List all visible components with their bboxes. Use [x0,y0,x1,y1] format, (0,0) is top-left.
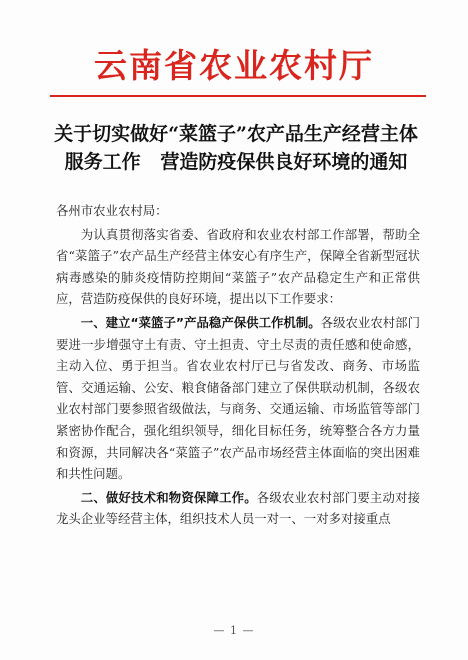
document-title [40,120,432,176]
section-1-heading: 一、建立“菜篮子”产品稳产保供工作机制。 [80,314,321,330]
title-line-1: 关于切实做好“菜篮子”农产品生产经营主体 [54,123,418,145]
section-2-text: 各级农业农村部门要主动对接龙头企业等经营主体，组织技术人员一对一、一对多对接重点 [56,489,421,527]
page-number: — 1 — [213,624,255,637]
intro-text: 为认真贯彻落实省委、省政府和农业农村部工作部署，帮助全省“菜篮子”农产品生产经营主体安心有序生产，保障全省新型冠状病毒感染的肺炎疫情防控期间“菜篮子”农产品稳定生产和正常供应，营造防疫保供的良好环境，提出以下工作要求： [56,226,420,307]
organization-header: 云南省农业农村厅 [94,46,374,85]
salutation: 各州市农业农村局： [56,203,168,218]
header-divider [50,95,426,97]
section-1-paragraph [56,312,420,485]
section-1-text: 各级农业农村部门要进一步增强守土有责、守土担责、守土尽责的责任感和使命感，主动入位、勇于担当。省农业农村厅已与省发改、商务、市场监管、交通运输、公安、粮食储备部门建立了保供联动机制，各级农业农村部门要参照省级做法，与商务、交通运输、市场监管等部门紧密协作配合，强化组织领导，细化目标任务，统筹整合各方力量和资源，共同解决各“菜篮子”农产品市场经营主体面临的突出困难和共性问题。 [56,314,420,482]
section-2-heading: 二、做好技术和物资保障工作。 [80,489,257,505]
intro-paragraph [56,224,420,310]
document-body [56,200,420,532]
section-2-paragraph [56,487,420,530]
title-line-2: 服务工作 营造防疫保供良好环境的通知 [64,151,408,173]
